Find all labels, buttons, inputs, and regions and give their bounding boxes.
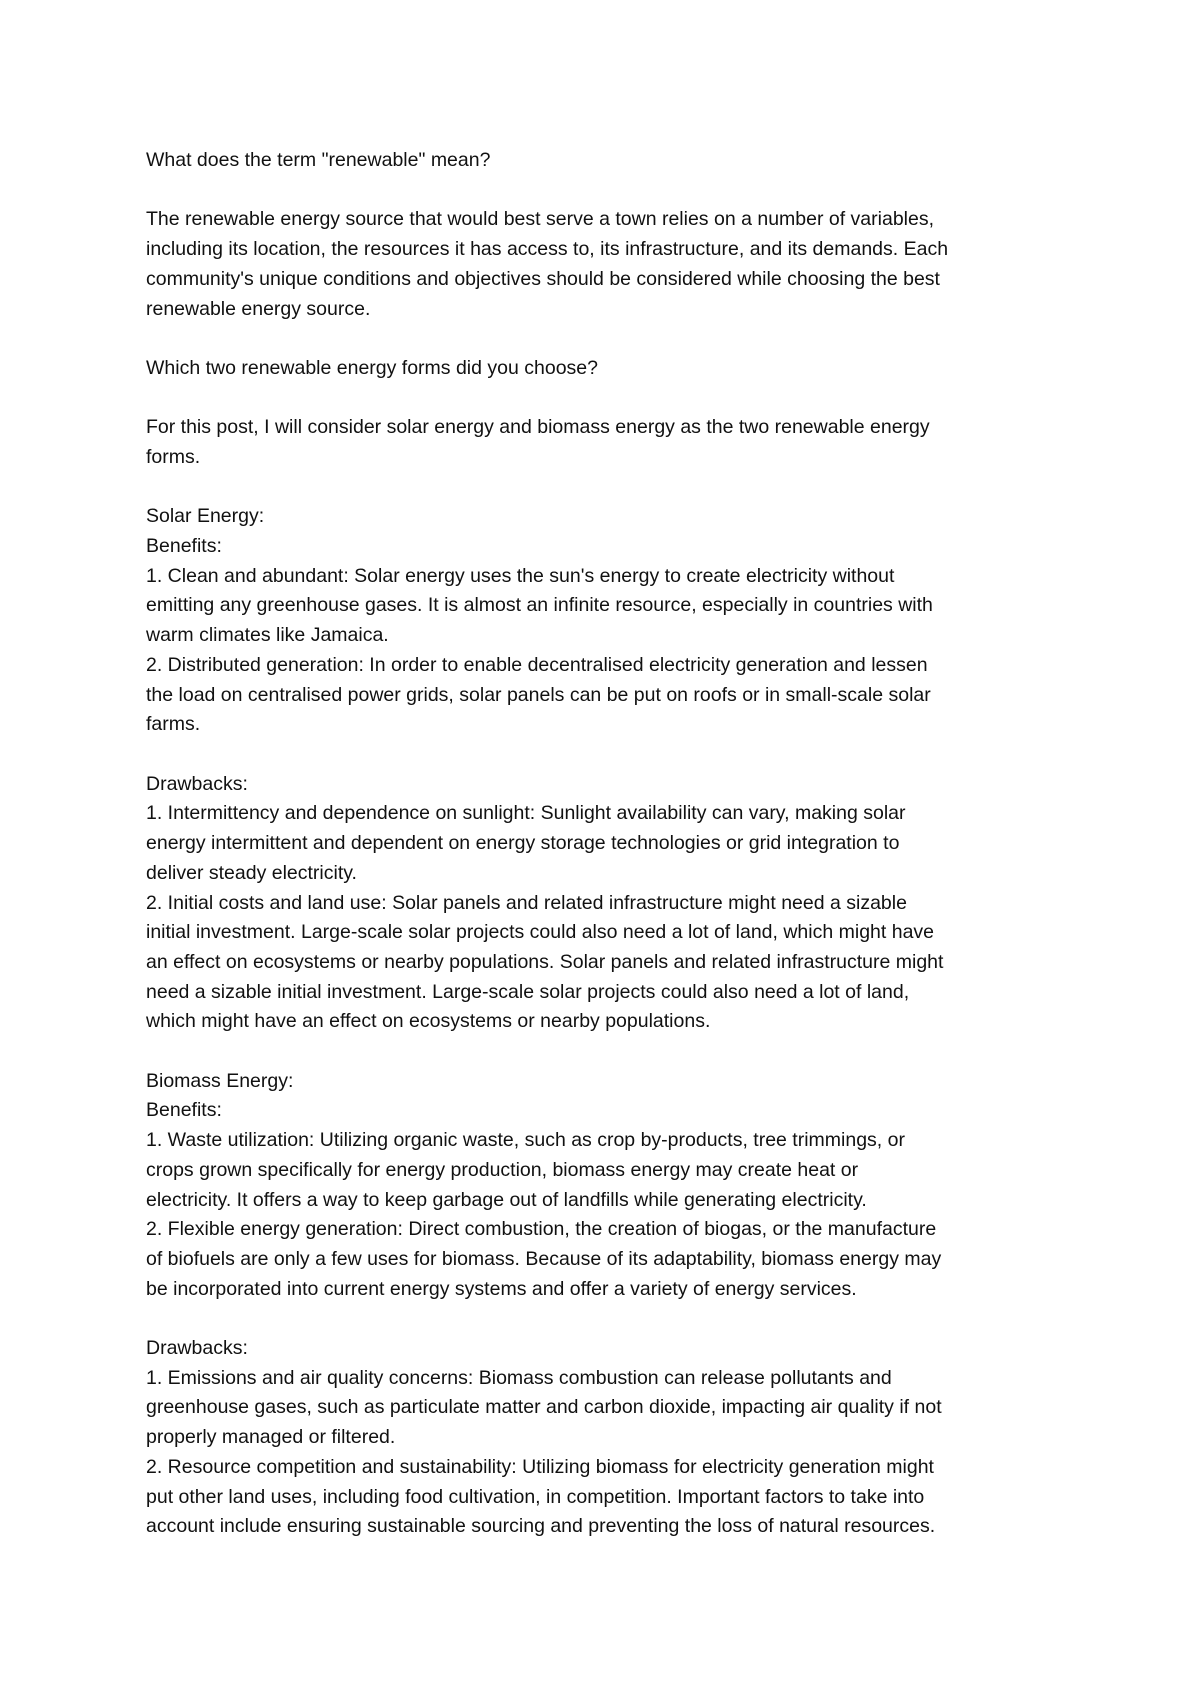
solar-benefit-line: farms. <box>146 713 201 736</box>
intro-line: community's unique conditions and objectives should be considered while choosing the best <box>146 267 940 290</box>
intro-paragraph <box>146 205 1076 324</box>
solar-drawbacks-heading: Drawbacks: <box>146 772 248 795</box>
biomass-benefit-line: of biofuels are only a few uses for biomass. Because of its adaptability, biomass energy may <box>146 1247 942 1270</box>
biomass-benefit-line: electricity. It offers a way to keep garbage out of landfills while generating electricity. <box>146 1188 867 1211</box>
paragraph-gap <box>146 740 1076 770</box>
solar-section <box>146 502 1076 1037</box>
biomass-benefit-line: be incorporated into current energy systems and offer a variety of energy services. <box>146 1277 857 1300</box>
document-page <box>146 146 1076 1542</box>
biomass-drawback-line: 2. Resource competition and sustainability: Utilizing biomass for electricity generation might <box>146 1455 934 1478</box>
solar-drawback-line: need a sizable initial investment. Large-scale solar projects could also need a lot of land, <box>146 980 910 1003</box>
biomass-drawbacks-heading: Drawbacks: <box>146 1337 248 1360</box>
solar-drawback-line: an effect on ecosystems or nearby populations. Solar panels and related infrastructure might <box>146 950 944 973</box>
paragraph-gap <box>146 176 1076 206</box>
answer-line: For this post, I will consider solar energy and biomass energy as the two renewable energy <box>146 416 930 439</box>
solar-drawback-line: initial investment. Large-scale solar projects could also need a lot of land, which might have <box>146 921 935 944</box>
intro-line: renewable energy source. <box>146 297 371 320</box>
paragraph-gap <box>146 1037 1076 1067</box>
solar-benefit-line: warm climates like Jamaica. <box>146 624 389 647</box>
solar-drawback-line: which might have an effect on ecosystems or nearby populations. <box>146 1010 711 1033</box>
biomass-drawback-line: greenhouse gases, such as particulate matter and carbon dioxide, impacting air quality if not <box>146 1396 942 1419</box>
question-renewable-meaning: What does the term "renewable" mean? <box>146 149 491 171</box>
answer-line: forms. <box>146 445 201 468</box>
solar-benefit-line: emitting any greenhouse gases. It is almost an infinite resource, especially in countries with <box>146 594 933 617</box>
intro-line: including its location, the resources it has access to, its infrastructure, and its demands. Each <box>146 238 949 261</box>
paragraph-gap <box>146 473 1076 503</box>
solar-benefit-line: the load on centralised power grids, solar panels can be put on roofs or in small-scale solar <box>146 683 931 706</box>
solar-benefit-line: 1. Clean and abundant: Solar energy uses the sun's energy to create electricity without <box>146 564 895 587</box>
biomass-drawback-line: account include ensuring sustainable sourcing and preventing the loss of natural resources. <box>146 1515 936 1538</box>
biomass-benefit-line: crops grown specifically for energy production, biomass energy may create heat or <box>146 1158 859 1181</box>
question-energy-forms: Which two renewable energy forms did you choose? <box>146 356 598 379</box>
biomass-heading: Biomass Energy: <box>146 1069 294 1092</box>
biomass-drawback-line: put other land uses, including food cultivation, in competition. Important factors to take into <box>146 1485 925 1508</box>
biomass-section <box>146 1067 1076 1542</box>
solar-drawback-line: deliver steady electricity. <box>146 861 357 884</box>
biomass-benefits-heading: Benefits: <box>146 1099 222 1122</box>
answer-paragraph <box>146 413 1076 472</box>
biomass-benefit-line: 1. Waste utilization: Utilizing organic waste, such as crop by-products, tree trimmings, or <box>146 1129 905 1152</box>
solar-heading: Solar Energy: <box>146 505 265 528</box>
solar-benefit-line: 2. Distributed generation: In order to enable decentralised electricity generation and lessen <box>146 653 928 676</box>
solar-benefits-heading: Benefits: <box>146 535 222 558</box>
paragraph-gap <box>146 1304 1076 1334</box>
biomass-drawback-line: properly managed or filtered. <box>146 1426 396 1449</box>
intro-line: The renewable energy source that would best serve a town relies on a number of variables, <box>146 208 935 231</box>
paragraph-gap <box>146 384 1076 414</box>
solar-drawback-line: 1. Intermittency and dependence on sunlight: Sunlight availability can vary, making solar <box>146 802 906 825</box>
biomass-benefit-line: 2. Flexible energy generation: Direct combustion, the creation of biogas, or the manufacture <box>146 1218 937 1241</box>
biomass-drawback-line: 1. Emissions and air quality concerns: Biomass combustion can release pollutants and <box>146 1366 892 1389</box>
solar-drawback-line: 2. Initial costs and land use: Solar panels and related infrastructure might need a sizable <box>146 891 907 914</box>
paragraph-gap <box>146 324 1076 354</box>
solar-drawback-line: energy intermittent and dependent on energy storage technologies or grid integration to <box>146 832 900 855</box>
